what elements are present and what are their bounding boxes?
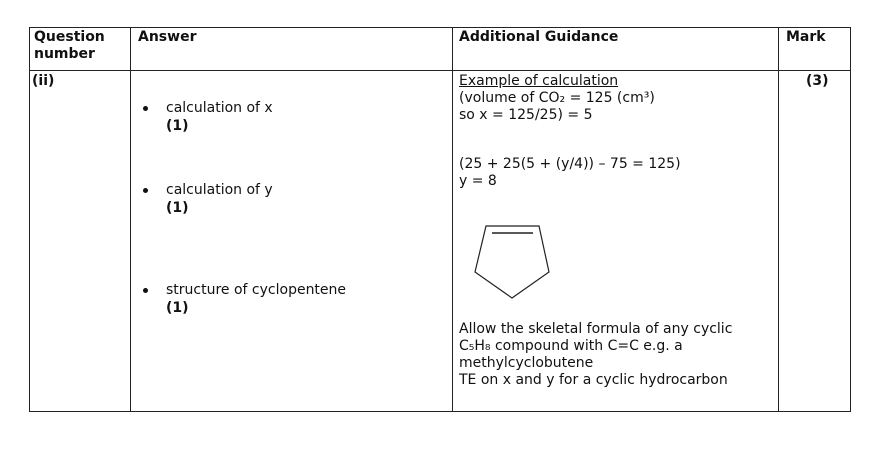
column-divider-1: [130, 27, 131, 412]
header-mark: Mark: [786, 29, 826, 45]
answer-point-text: structure of cyclopentene: [166, 282, 347, 298]
answer-point-mark: (1): [166, 118, 189, 134]
answer-point-mark: (1): [166, 300, 189, 316]
bullet-icon: [143, 106, 148, 111]
table-bottom-border: [29, 411, 851, 412]
question-number: (ii): [32, 73, 55, 89]
guidance-line: y = 8: [459, 173, 497, 189]
cyclopentene-ring: [475, 226, 549, 298]
guidance-allow-line: C₅H₈ compound with C=C e.g. a: [459, 338, 683, 354]
header-answer: Answer: [138, 29, 197, 45]
table-left-border: [29, 27, 30, 412]
guidance-line: (25 + 25(5 + (y/4)) – 75 = 125): [459, 156, 681, 172]
column-divider-3: [778, 27, 779, 412]
row-mark: (3): [806, 73, 829, 89]
answer-point-text: calculation of x: [166, 100, 273, 116]
header-question-line1: Question: [34, 29, 105, 45]
table-top-border: [29, 27, 851, 28]
guidance-allow-line: Allow the skeletal formula of any cyclic: [459, 321, 733, 337]
header-bottom-border: [29, 70, 851, 71]
answer-point-text: calculation of y: [166, 182, 273, 198]
guidance-allow-line: methylcyclobutene: [459, 355, 594, 371]
guidance-line: so x = 125/25) = 5: [459, 107, 593, 123]
header-question-line2: number: [34, 46, 95, 62]
cyclopentene-structure: [469, 222, 579, 302]
bullet-icon: [143, 288, 148, 293]
example-heading: Example of calculation: [459, 73, 619, 89]
guidance-line: (volume of CO₂ = 125 (cm³): [459, 90, 655, 106]
bullet-icon: [143, 188, 148, 193]
header-additional-guidance: Additional Guidance: [459, 29, 619, 45]
answer-point-mark: (1): [166, 200, 189, 216]
column-divider-2: [452, 27, 453, 412]
mark-scheme-table: [29, 27, 851, 412]
guidance-allow-line: TE on x and y for a cyclic hydrocarbon: [459, 372, 728, 388]
table-right-border: [850, 27, 851, 412]
